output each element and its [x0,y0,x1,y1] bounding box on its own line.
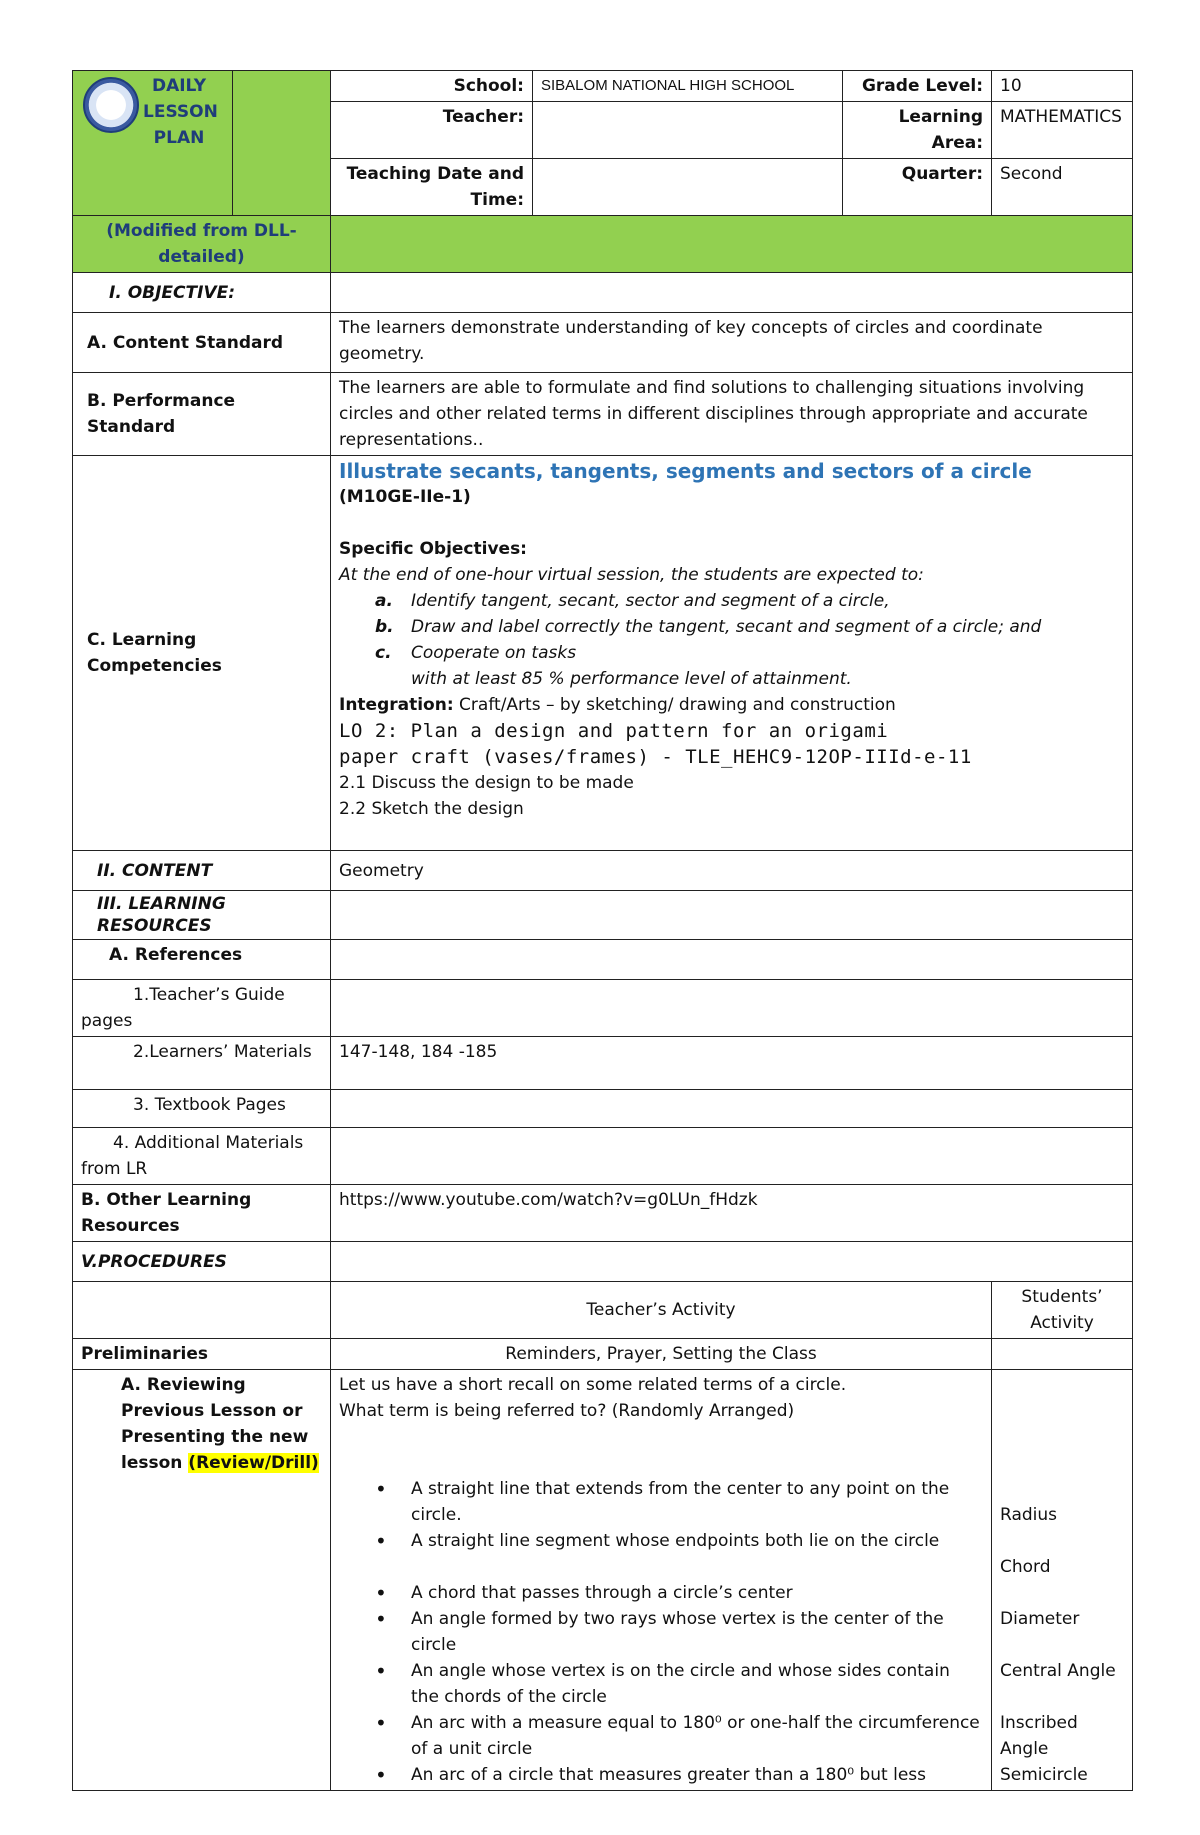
school-value: SIBALOM NATIONAL HIGH SCHOOL [533,71,843,102]
students-activity-header: Students’ Activity [992,1282,1133,1339]
learning-resources-heading: III. LEARNING RESOURCES [73,891,331,940]
list-item: a. Identify tangent, secant, sector and segment of a circle, [375,591,890,611]
review-student-activity [992,1370,1133,1791]
performance-standard-label: B. Performance Standard [73,373,331,456]
logo-caption: DAILY LESSON PLAN [143,76,218,148]
objective-heading: I. OBJECTIVE: [73,273,331,313]
specific-objectives-footer: with at least 85 % performance level of attainment. [411,669,852,689]
content-standard-label: A. Content Standard [73,313,331,373]
school-label: School: [331,71,533,102]
learning-competencies-cell [331,456,1133,851]
additional-materials-label: 4. Additional Materials from LR [73,1128,331,1185]
answer-radius: Radius [1000,1505,1058,1525]
specific-objectives-list [339,588,1124,666]
grade-label: Grade Level: [843,71,992,102]
content-heading: II. CONTENT [73,851,331,891]
lesson-plan-table [72,70,1133,1791]
performance-standard-text: The learners are able to formulate and find solutions to challenging situations involving circles and other related terms in different disciplines through appropriate and accurate representations.. [331,373,1133,456]
modified-note: (Modified from DLL-detailed) [73,216,331,273]
lesson-plan-page [72,70,1132,1791]
teachers-guide-value [331,980,1133,1037]
competency-title: Illustrate secants, tangents, segments and sectors of a circle [339,459,1032,483]
logo-caption-cell [233,71,331,216]
content-standard-text: The learners demonstrate understanding of key concepts of circles and coordinate geometry. [331,313,1133,373]
learning-competencies-label: C. Learning Competencies [73,456,331,851]
learning-area-value: MATHEMATICS [992,102,1133,159]
references-label: A. References [73,940,331,980]
list-item: • A straight line segment whose endpoints both lie on the circle [411,1528,983,1580]
review-intro-1: Let us have a short recall on some related terms of a circle. [339,1375,847,1395]
specific-objectives-intro: At the end of one-hour virtual session, the students are expected to: [339,565,924,585]
list-item: • An arc of a circle that measures greater than a 180⁰ but less [411,1762,983,1788]
answer-diameter: Diameter [1000,1609,1080,1629]
list-item: • A straight line that extends from the center to any point on the circle. [411,1476,983,1528]
green-band [331,216,1133,273]
lo-sub-1: 2.1 Discuss the design to be made [339,773,634,793]
teachers-guide-label: 1.Teacher’s Guide pages [73,980,331,1037]
learning-resources-empty [331,891,1133,940]
quarter-value: Second [992,159,1133,216]
other-resources-link[interactable]: https://www.youtube.com/watch?v=g0LUn_fHdzk [331,1185,1133,1242]
teaching-date-label: Teaching Date and Time: [331,159,533,216]
grade-value: 10 [992,71,1133,102]
textbook-pages-label: 3. Textbook Pages [73,1090,331,1128]
answer-semicircle: Semicircle [1000,1765,1088,1785]
learners-materials-label: 2.Learners’ Materials [73,1037,331,1090]
answer-central-angle: Central Angle [1000,1661,1116,1681]
competency-code: (M10GE-IIe-1) [339,487,471,507]
preliminaries-label: Preliminaries [73,1339,331,1370]
lo-line-1: LO 2: Plan a design and pattern for an origami [339,720,889,742]
integration-line: Integration: Craft/Arts – by sketching/ drawing and construction [339,695,896,715]
learning-area-label: Learning Area: [843,102,992,159]
teacher-label: Teacher: [331,102,533,159]
list-item: • An arc with a measure equal to 180⁰ or one-half the circumference of a unit circle [411,1710,983,1762]
list-item: • An angle whose vertex is on the circle and whose sides contain the chords of the circle [411,1658,983,1710]
content-value: Geometry [331,851,1133,891]
preliminaries-value: Reminders, Prayer, Setting the Class [331,1339,992,1370]
additional-materials-value [331,1128,1133,1185]
logo-cell [73,71,233,216]
learners-materials-value: 147-148, 184 -185 [331,1037,1133,1090]
quarter-label: Quarter: [843,159,992,216]
references-empty [331,940,1133,980]
review-intro-2: What term is being referred to? (Randomly Arranged) [339,1401,795,1421]
procedures-empty [331,1242,1133,1282]
deped-seal-icon [83,77,139,133]
specific-objectives-label: Specific Objectives: [339,539,527,559]
lo-line-2: paper craft (vases/frames) - TLE_HEHC9-12OP-IIId-e-11 [339,746,972,768]
review-question-list [339,1476,983,1788]
teacher-value [533,102,843,159]
lo-sub-2: 2.2 Sketch the design [339,799,524,819]
objective-empty [331,273,1133,313]
procedures-heading: V.PROCEDURES [73,1242,331,1282]
review-teacher-activity [331,1370,992,1791]
other-resources-label: B. Other Learning Resources [73,1185,331,1242]
procedures-blank [73,1282,331,1339]
list-item: c. Cooperate on tasks [375,643,577,663]
teaching-date-value [533,159,843,216]
textbook-pages-value [331,1090,1133,1128]
review-drill-highlight: (Review/Drill) [188,1453,319,1473]
list-item: b. Draw and label correctly the tangent, secant and segment of a circle; and [375,617,1042,637]
teacher-activity-header: Teacher’s Activity [331,1282,992,1339]
answer-chord: Chord [1000,1557,1051,1577]
answer-inscribed-angle: Inscribed Angle [1000,1713,1078,1759]
preliminaries-student [992,1339,1133,1370]
list-item: • An angle formed by two rays whose vertex is the center of the circle [411,1606,983,1658]
list-item: • A chord that passes through a circle’s center [411,1580,983,1606]
reviewing-lesson-label: A. Reviewing Previous Lesson or Presenting the new lesson (Review/Drill) [73,1370,331,1791]
